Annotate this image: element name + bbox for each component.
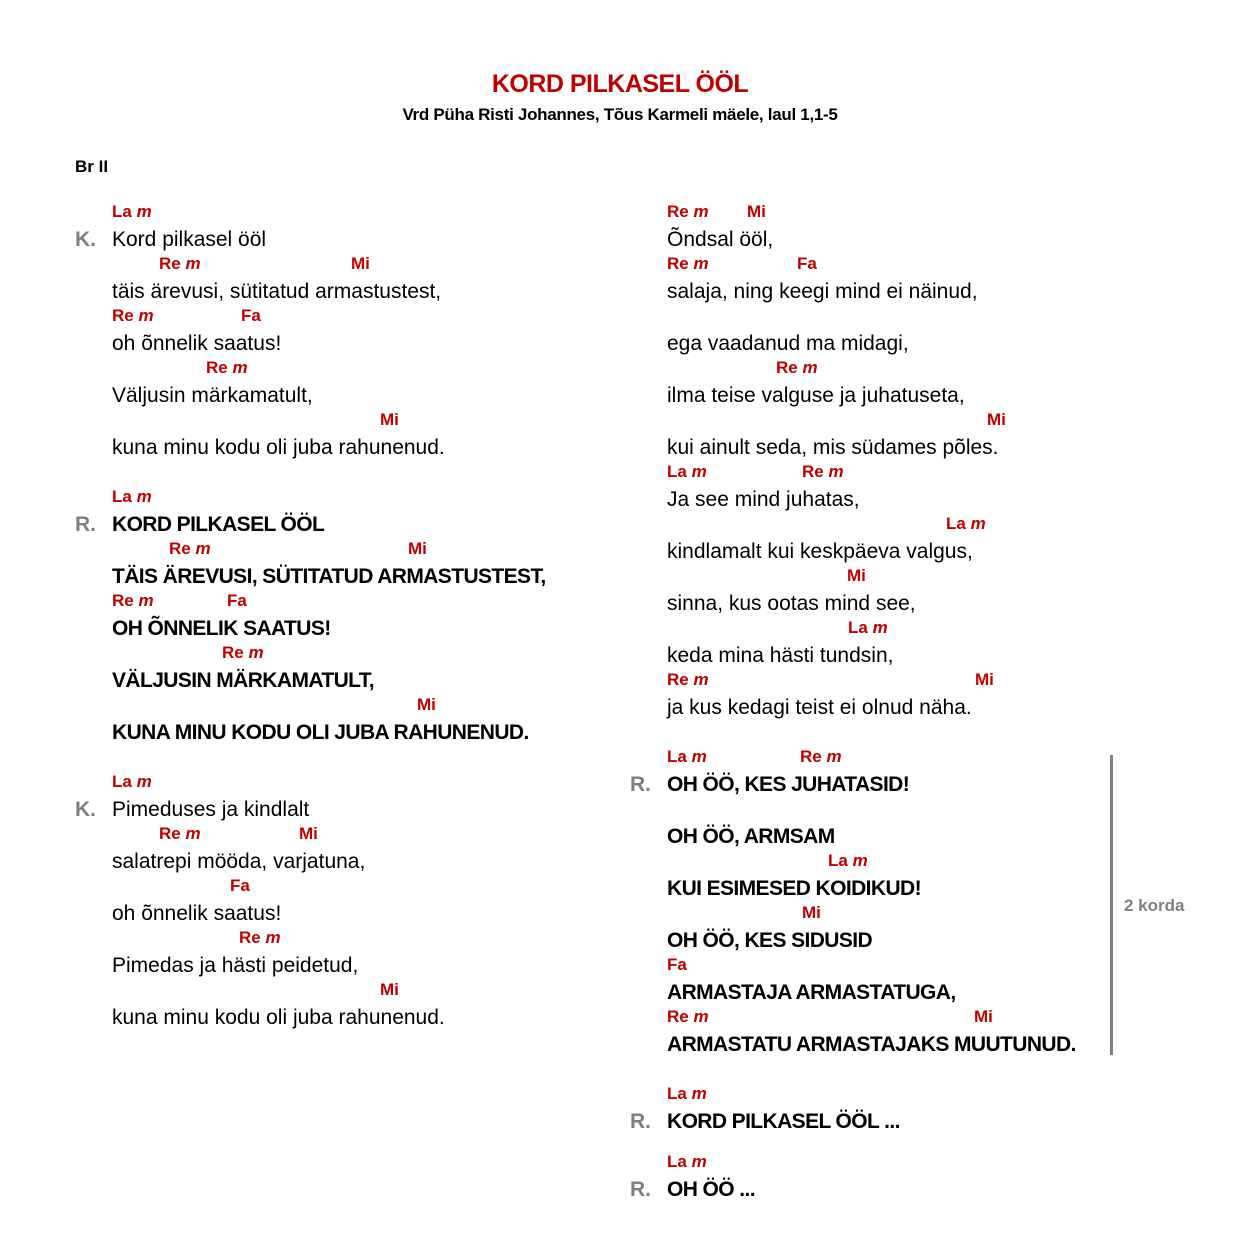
chord-row [667, 670, 1187, 692]
chord-row [112, 591, 632, 613]
lyric-text: sinna, kus ootas mind see, [667, 592, 916, 615]
chord-root: Fa [227, 591, 247, 610]
chord [667, 1007, 709, 1027]
chord-root: La [112, 772, 132, 791]
chord-row [667, 851, 1187, 873]
lyric-text: ja kus kedagi teist ei olnud näha. [667, 696, 972, 719]
verse-line [630, 618, 1190, 670]
refrain-2 [630, 747, 1190, 1059]
lyric-text: ARMASTAJA ARMASTATUGA, [667, 981, 956, 1004]
chord-root: La [667, 462, 687, 481]
chord-quality: m [136, 202, 152, 221]
verse-line [630, 410, 1190, 462]
chord-row [112, 876, 632, 898]
lyric-text: Pimeduses ja kindlalt [112, 798, 310, 821]
chord-root: Mi [802, 903, 821, 922]
verse-line [630, 358, 1190, 410]
chord-root: Mi [974, 1007, 993, 1026]
chord-root: Mi [299, 824, 318, 843]
lyric-text: kui ainult seda, mis südames põles. [667, 436, 999, 459]
chord-row [667, 955, 1187, 977]
lyric-text: Kord pilkasel ööl [112, 228, 267, 251]
chord-row [667, 618, 1187, 640]
chord [380, 980, 399, 1000]
chord [227, 591, 247, 611]
chord [380, 410, 399, 430]
lyric-text: Ja see mind juhatas, [667, 488, 860, 511]
chord-row [667, 254, 1187, 276]
verse-line [630, 851, 1190, 903]
chord-row [112, 202, 632, 224]
lyric-text: salaja, ning keegi mind ei näinud, [667, 280, 978, 303]
chord-root: Mi [380, 410, 399, 429]
chord-row [112, 410, 632, 432]
chord-quality: m [693, 670, 709, 689]
chord [828, 851, 868, 871]
chord [802, 903, 821, 923]
lyric-text: KORD PILKASEL ÖÖL [112, 513, 325, 536]
lyric-text: kuna minu kodu oli juba rahunenud. [112, 436, 445, 459]
chord-root: Re [112, 306, 134, 325]
refrain-3 [630, 1084, 1190, 1136]
lyric-text: keda mina hästi tundsin, [667, 644, 894, 667]
chord [206, 358, 248, 378]
verse-line [630, 1007, 1190, 1059]
lyric-text: salatrepi mööda, varjatuna, [112, 850, 366, 873]
verse-line [630, 1152, 1190, 1204]
chord-quality: m [691, 747, 707, 766]
chord-row [667, 799, 1187, 821]
chord-root: Re [800, 747, 822, 766]
refrain-1 [75, 487, 615, 747]
chord-root: Mi [975, 670, 994, 689]
chord-root: La [112, 487, 132, 506]
chord-row [667, 1007, 1187, 1029]
chord [159, 824, 201, 844]
chord-row [667, 462, 1187, 484]
verse-line [630, 306, 1190, 358]
verse-line [75, 202, 615, 254]
chord-quality: m [802, 358, 818, 377]
section-marker: R. [75, 513, 96, 536]
verse-line [630, 747, 1190, 799]
lyric-text: KUNA MINU KODU OLI JUBA RAHUNENUD. [112, 721, 529, 744]
repeat-bracket [1110, 755, 1113, 1055]
left-column [75, 202, 615, 1032]
chord [987, 410, 1006, 430]
chord-root: La [667, 1152, 687, 1171]
chord-quality: m [691, 1152, 707, 1171]
section-marker: K. [75, 228, 96, 251]
lyric-text: OH ÖÖ, KES JUHATASID! [667, 773, 910, 796]
chord-quality: m [693, 254, 709, 273]
chord [112, 772, 152, 792]
chord-root: Mi [408, 539, 427, 558]
chord-quality: m [826, 747, 842, 766]
chord-row [112, 487, 632, 509]
chord-root: Re [667, 254, 689, 273]
chord-row [112, 980, 632, 1002]
chord-row [667, 1152, 1187, 1174]
chord-root: Re [776, 358, 798, 377]
chord-row [112, 643, 632, 665]
chord-quality: m [138, 306, 154, 325]
chord-quality: m [693, 202, 709, 221]
lyric-text: kuna minu kodu oli juba rahunenud. [112, 1006, 445, 1029]
chord [847, 566, 866, 586]
stanza-2 [75, 772, 615, 1032]
chord-row [112, 358, 632, 380]
chord-root: Re [222, 643, 244, 662]
chord-quality: m [136, 772, 152, 791]
chord [946, 514, 986, 534]
lyric-text: TÄIS ÄREVUSI, SÜTITATUD ARMASTUSTEST, [112, 565, 546, 588]
verse-line [75, 591, 615, 643]
chord [848, 618, 888, 638]
chord [667, 462, 707, 482]
stanza-3 [630, 202, 1190, 722]
chord-quality: m [828, 462, 844, 481]
chord-quality: m [970, 514, 986, 533]
lyric-text: ARMASTATU ARMASTAJAKS MUUTUNUD. [667, 1033, 1076, 1056]
book-label: Br II [75, 157, 109, 176]
lyric-text: OH ÖÖ, ARMSAM [667, 825, 835, 848]
chord-root: La [112, 202, 132, 221]
chord [974, 1007, 993, 1027]
refrain-4 [630, 1152, 1190, 1204]
chord [169, 539, 211, 559]
chord-root: La [667, 1084, 687, 1103]
chord [351, 254, 370, 274]
chord-row [112, 772, 632, 794]
chord [408, 539, 427, 559]
chord-row [667, 747, 1187, 769]
chord-root: La [667, 747, 687, 766]
stanza-1 [75, 202, 615, 462]
lyric-text: VÄLJUSIN MÄRKAMATULT, [112, 669, 374, 692]
chord [667, 202, 709, 222]
verse-line [630, 670, 1190, 722]
chord [667, 254, 709, 274]
chord [230, 876, 250, 896]
section-marker: R. [630, 1178, 651, 1201]
chord-quality: m [136, 487, 152, 506]
chord-row [667, 566, 1187, 588]
chord [667, 670, 709, 690]
section-marker: R. [630, 773, 651, 796]
verse-line [630, 514, 1190, 566]
chord [797, 254, 817, 274]
verse-line [75, 695, 615, 747]
chord-row [667, 358, 1187, 380]
chord-root: Mi [351, 254, 370, 273]
chord-root: Re [206, 358, 228, 377]
chord-row [112, 928, 632, 950]
chord [112, 306, 154, 326]
chord [667, 955, 687, 975]
chord-root: Fa [230, 876, 250, 895]
chord-root: Re [802, 462, 824, 481]
lyric-text: KUI ESIMESED KOIDIKUD! [667, 877, 921, 900]
lyric-text: Väljusin märkamatult, [112, 384, 313, 407]
chord [239, 928, 281, 948]
chord-root: Fa [241, 306, 261, 325]
chord-root: Re [667, 1007, 689, 1026]
chord-row [667, 903, 1187, 925]
verse-line [75, 876, 615, 928]
verse-line [630, 955, 1190, 1007]
lyric-text: OH ÖÖ ... [667, 1178, 755, 1201]
chord-quality: m [232, 358, 248, 377]
chord-row [112, 695, 632, 717]
verse-line [75, 824, 615, 876]
chord-root: Re [112, 591, 134, 610]
chord [975, 670, 994, 690]
verse-line [630, 903, 1190, 955]
verse-line [75, 358, 615, 410]
verse-line [630, 799, 1190, 851]
chord-quality: m [185, 824, 201, 843]
verse-line [630, 1084, 1190, 1136]
chord-row [667, 202, 1187, 224]
chord-quality: m [693, 1007, 709, 1026]
chord-root: La [946, 514, 966, 533]
chord [159, 254, 201, 274]
lyric-text: oh õnnelik saatus! [112, 332, 282, 355]
lyric-text: ega vaadanud ma midagi, [667, 332, 909, 355]
chord [112, 591, 154, 611]
chord-root: Re [169, 539, 191, 558]
chord [417, 695, 436, 715]
chord-root: Re [159, 824, 181, 843]
verse-line [75, 980, 615, 1032]
lyric-text: täis ärevusi, sütitatud armastustest, [112, 280, 442, 303]
chord-quality: m [691, 462, 707, 481]
chord [667, 747, 707, 767]
chord-quality: m [185, 254, 201, 273]
chord-quality: m [195, 539, 211, 558]
chord [667, 1152, 707, 1172]
section-marker: R. [630, 1110, 651, 1133]
verse-line [630, 254, 1190, 306]
lyric-text: kindlamalt kui keskpäeva valgus, [667, 540, 973, 563]
chord-quality: m [265, 928, 281, 947]
chord [241, 306, 261, 326]
song-title: KORD PILKASEL ÖÖL [491, 70, 749, 98]
verse-line [75, 539, 615, 591]
chord-root: Fa [667, 955, 687, 974]
chord [299, 824, 318, 844]
lyric-text: oh õnnelik saatus! [112, 902, 282, 925]
chord [112, 487, 152, 507]
chord [802, 462, 844, 482]
chord-quality: m [691, 1084, 707, 1103]
chord-root: Re [159, 254, 181, 273]
chord-root: La [848, 618, 868, 637]
chord-quality: m [138, 591, 154, 610]
repeat-label: 2 korda [1124, 896, 1185, 915]
verse-line [75, 410, 615, 462]
chord-row [112, 254, 632, 276]
chord-quality: m [852, 851, 868, 870]
chord-root: Mi [747, 202, 766, 221]
verse-line [75, 643, 615, 695]
verse-line [630, 462, 1190, 514]
chord-quality: m [872, 618, 888, 637]
chord-root: Mi [847, 566, 866, 585]
lyric-text: ilma teise valguse ja juhatuseta, [667, 384, 965, 407]
chord-root: Re [667, 202, 689, 221]
chord-root: Re [667, 670, 689, 689]
right-column [630, 202, 1190, 1204]
verse-line [75, 487, 615, 539]
chord-root: La [828, 851, 848, 870]
chord-row [112, 539, 632, 561]
chord-root: Mi [417, 695, 436, 714]
chord-root: Mi [380, 980, 399, 999]
chord-row [667, 410, 1187, 432]
verse-line [75, 254, 615, 306]
chord-row [112, 824, 632, 846]
verse-line [630, 566, 1190, 618]
chord-quality: m [248, 643, 264, 662]
song-subtitle: Vrd Püha Risti Johannes, Tõus Karmeli mäele, laul 1,1-5 [402, 105, 838, 124]
verse-line [630, 202, 1190, 254]
chord-row [667, 514, 1187, 536]
verse-line [75, 306, 615, 358]
chord [776, 358, 818, 378]
lyric-text: OH ÕNNELIK SAATUS! [112, 617, 331, 640]
lyric-text: Pimedas ja hästi peidetud, [112, 954, 359, 977]
verse-line [75, 928, 615, 980]
lyric-text: Õndsal ööl, [667, 228, 774, 251]
chord-root: Re [239, 928, 261, 947]
chord-row [112, 306, 632, 328]
chord [222, 643, 264, 663]
chord [667, 1084, 707, 1104]
chord-row [667, 306, 1187, 328]
chord-row [667, 1084, 1187, 1106]
verse-line [75, 772, 615, 824]
lyric-text: KORD PILKASEL ÖÖL ... [667, 1110, 900, 1133]
chord-root: Fa [797, 254, 817, 273]
lyric-text: OH ÖÖ, KES SIDUSID [667, 929, 873, 952]
chord-root: Mi [987, 410, 1006, 429]
section-marker: K. [75, 798, 96, 821]
chord [112, 202, 152, 222]
chord [747, 202, 766, 222]
chord [800, 747, 842, 767]
